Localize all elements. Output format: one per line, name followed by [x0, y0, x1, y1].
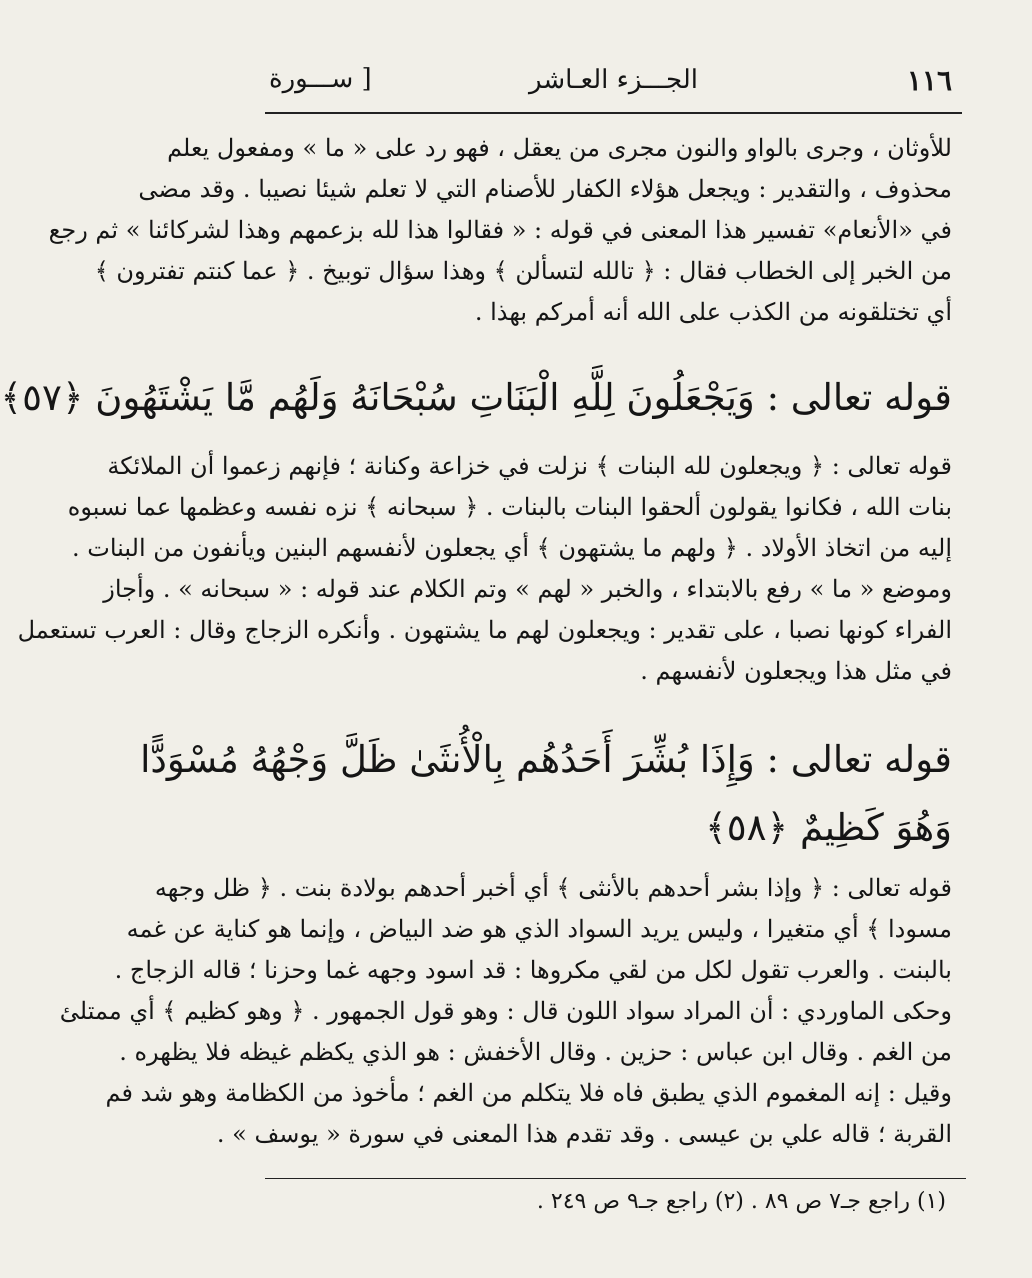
text-line: بالبنت . والعرب تقول لكل من لقي مكروها : قد اسود وجهه غما وحزنا ؛ قاله الزجاج . [114, 956, 952, 984]
text-line: مسودا ﴾ أي متغيرا ، وليس يريد السواد الذي هو ضد البياض ، وإنما هو كناية عن غمه [126, 915, 952, 943]
header-divider [265, 112, 962, 114]
verse-line: قوله تعالى : وَيَجْعَلُونَ لِلَّهِ الْبَنَاتِ سُبْحَانَهُ وَلَهُم مَّا يَشْتَهُونَ ﴿٥٧﴾ [0, 376, 952, 419]
text-line: قوله تعالى : ﴿ وإذا بشر أحدهم بالأنثى ﴾ أي أخبر أحدهم بولادة بنت . ﴿ ظل وجهه [154, 874, 952, 902]
paragraph-3 [59, 868, 952, 1155]
text-line: في مثل هذا ويجعلون لأنفسهم . [640, 657, 952, 685]
page-header [265, 52, 962, 114]
surah-label: [ ســـورة [269, 64, 372, 94]
text-line: وقيل : إنه المغموم الذي يطبق فاه فلا يتكلم من الغم ؛ مأخوذ من الكظامة وهو شد فم [105, 1079, 952, 1107]
verse-58 [140, 726, 952, 862]
verse-57 [0, 364, 952, 432]
text-line: محذوف ، والتقدير : ويجعل هؤلاء الكفار للأصنام التي لا تعلم شيئا نصيبا . وقد مضى [138, 175, 952, 203]
verse-line: قوله تعالى : وَإِذَا بُشِّرَ أَحَدُهُم بِالْأُنثَىٰ ظَلَّ وَجْهُهُ مُسْوَدًّا [140, 738, 952, 781]
footnotes: (١) راجع جـ٧ ص ٨٩ . (٢) راجع جـ٩ ص ٢٤٩ . [536, 1189, 946, 1214]
verse-line: وَهُوَ كَظِيمٌ ﴿٥٨﴾ [705, 806, 952, 849]
text-line: قوله تعالى : ﴿ ويجعلون لله البنات ﴾ نزلت في خزاعة وكنانة ؛ فإنهم زعموا أن الملائكة [107, 452, 952, 480]
running-title: الجـــزء العـاشر [529, 65, 698, 95]
text-line: القربة ؛ قاله علي بن عيسى . وقد تقدم هذا المعنى في سورة « يوسف » . [216, 1120, 952, 1148]
text-line: في «الأنعام» تفسير هذا المعنى في قوله : « فقالوا هذا لله بزعمهم وهذا لشركائنا » ثم رجع [48, 216, 952, 244]
text-line: أي تختلقونه من الكذب على الله أنه أمركم بهذا . [474, 298, 952, 326]
text-line: من الخبر إلى الخطاب فقال : ﴿ تالله لتسألن ﴾ وهذا سؤال توبيخ . ﴿ عما كنتم تفترون ﴾ [94, 257, 952, 285]
text-line: وحكى الماوردي : أن المراد سواد اللون قال : وهو قول الجمهور . ﴿ وهو كظيم ﴾ أي ممتلئ [59, 997, 952, 1025]
paragraph-2 [17, 446, 952, 692]
text-line: للأوثان ، وجرى بالواو والنون مجرى من يعقل ، فهو رد على « ما » ومفعول يعلم [167, 134, 952, 162]
page-number: ١١٦ [906, 64, 952, 97]
text-line: الفراء كونها نصبا ، على تقدير : ويجعلون لهم ما يشتهون . وأنكره الزجاج وقال : العرب تستعمل [17, 616, 952, 644]
text-line: من الغم . وقال ابن عباس : حزين . وقال الأخفش : هو الذي يكظم غيظه فلا يظهره . [119, 1038, 952, 1066]
text-line: وموضع « ما » رفع بالابتداء ، والخبر « لهم » وتم الكلام عند قوله : « سبحانه » . وأجاز [103, 575, 952, 603]
text-line: إليه من اتخاذ الأولاد . ﴿ ولهم ما يشتهون ﴾ أي يجعلون لأنفسهم البنين ويأنفون من البنات . [72, 534, 952, 562]
text-line: بنات الله ، فكانوا يقولون ألحقوا البنات بالبنات . ﴿ سبحانه ﴾ نزه نفسه وعظمها عما نسبوه [67, 493, 952, 521]
footnote-divider [265, 1178, 966, 1179]
paragraph-1 [48, 128, 952, 333]
